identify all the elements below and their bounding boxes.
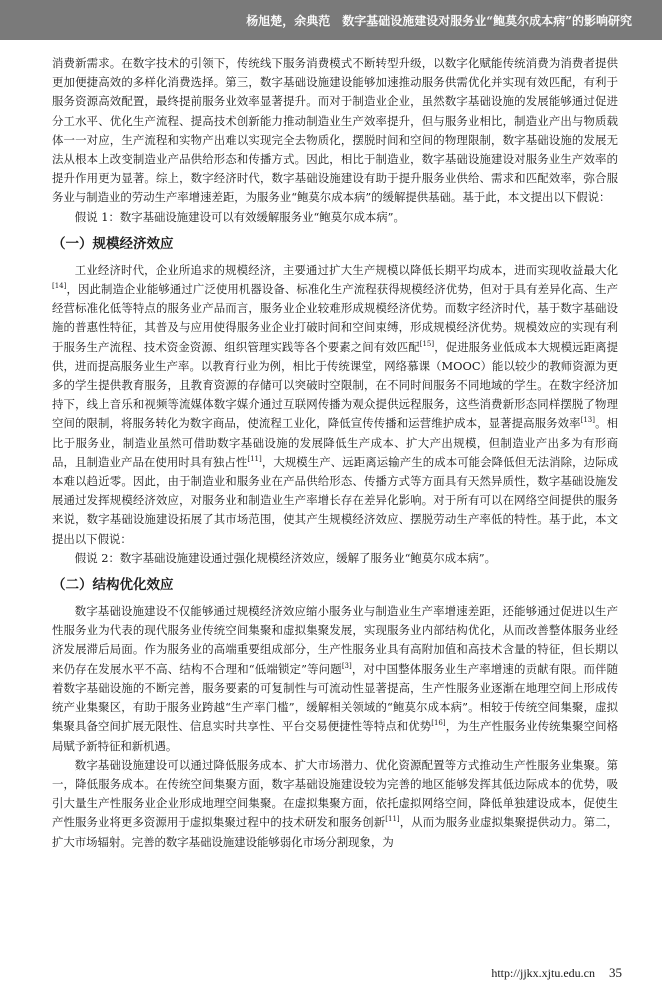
paragraph-text: 。相比于服务业，制造业虽然可借助数字基础设施的发展降低生产成本、扩大产出规模，但制造业产出多为有形商品，且制造业产品在使用时具有独占性 — [52, 416, 618, 469]
paragraph-text: 工业经济时代，企业所追求的规模经济，主要通过扩大生产规模以降低长期平均成本，进而实现收益最大化 — [74, 262, 618, 277]
paragraph-text: ，大规模生产、远距离运输产生的成本可能会降低但无法消除，边际成本难以趋近零。因此，由于制造业和服务业在产品供给形态、传播方式等方面具有天然异质性，数字基础设施发展通过发挥规模经济效应，对服务业和制造业生产率增长存在差异化影响。对于所有可以在网络空间提供的服务来说，数字基础设施建设拓展了其市场范围，使其产生规模经济效应、摆脱劳动生产率低的特性。基于此，本文提出以下假说： — [52, 454, 618, 546]
citation: [14] — [52, 282, 67, 291]
paragraph — [52, 261, 618, 549]
citation: [11] — [385, 815, 400, 824]
paragraph — [52, 756, 618, 852]
article-body — [52, 54, 618, 852]
paragraph-text: ，对中国整体服务业生产率增速的贡献有限。而伴随着数字基础设施的不断完善，服务要素的可复制性与可流动性显著提高，生产性服务业逐渐在地理空间上形成传统产业集聚区，有助于服务业跨越“生产率门槛”，缓解相关领域的“鲍莫尔成本病”。相较于传统空间集聚，虚拟集聚具备空间扩展无限性、信息实时共享性、平台交易便捷性等特点和优势 — [52, 661, 618, 734]
running-title: 杨旭楚，余典范 数字基础设施建设对服务业“鲍莫尔成本病”的影响研究 — [246, 14, 632, 28]
journal-url[interactable]: http://jjkx.xjtu.edu.cn — [491, 966, 595, 980]
section-heading-scale-economy: （一）规模经济效应 — [52, 235, 174, 252]
paragraph-text: 数字基础设施建设不仅能够通过规模经济效应缩小服务业与制造业生产率增速差距，还能够通过促进以生产性服务业为代表的现代服务业传统空间集聚和虚拟集聚发展，实现服务业内部结构优化，从而改善整体服务业经济发展滞后局面。作为服务业的高端重要组成部分，生产性服务业具有高附加值和高技术含量的特征，但长期以来仍存在发展水平不高、结构不合理和“低端锁定”等问题 — [52, 604, 618, 676]
running-header-bar — [0, 0, 662, 40]
hypothesis-2: 假说 2：数字基础设施建设通过强化规模经济效应，缓解了服务业“鲍莫尔成本病”。 — [74, 550, 496, 565]
citation: [3] — [341, 661, 352, 670]
citation: [16] — [431, 719, 446, 728]
page-number: 35 — [609, 965, 622, 980]
paragraph-text: ，为生产性服务业传统集聚空间格局赋予新特征和新机遇。 — [52, 719, 618, 753]
section-heading-structure-optimization: （二）结构优化效应 — [52, 577, 174, 594]
paragraph — [52, 602, 618, 756]
page-footer — [491, 965, 622, 981]
citation: [11] — [247, 455, 262, 464]
paragraph-text: 数字基础设施建设可以通过降低服务成本、扩大市场潜力、优化资源配置等方式推动生产性服务业集聚。第一，降低服务成本。在传统空间集聚方面，数字基础设施建设较为完善的地区能够发挥其低边际成本的优势，吸引大量生产性服务业企业形成地理空间集聚。在虚拟集聚方面，依托虚拟网络空间，降低单独建设成本，促使生产性服务业将更多资源用于虚拟集聚过程中的技术研发和服务创新 — [52, 757, 618, 830]
paragraph: 消费新需求。在数字技术的引领下，传统线下服务消费模式不断转型升级，以数字化赋能传统消费为消费者提供更加便捷高效的多样化消费选择。第三，数字基础设施建设能够加速推动服务供需优化并实现有效匹配，有利于服务资源高效配置，最终提前服务业效率显著提升。而对于制造业企业，虽然数字基础设施的发展能够通过促进分工水平、优化生产流程、提高技术创新能力推动制造业生产效率提升，但与服务业相比，制造业产出与物质载体一一对应，生产流程和实物产出难以实现完全去物质化，摆脱时间和空间的物理限制，数字基础设施的发展无法从根本上改变制造业产品供给形态和传播方式。因此，相比于制造业，数字基础设施建设对服务业生产效率的提升作用更为显著。综上，数字经济时代，数字基础设施建设有助于提升服务业供给、需求和匹配效率，弥合服务业与制造业的劳动生产率增速差距，为服务业“鲍莫尔成本病”的缓解提供基础。基于此，本文提出以下假说： — [52, 56, 618, 205]
citation: [13] — [580, 416, 595, 425]
paragraph-text: ，因此制造企业能够通过广泛使用机器设备、标准化生产流程获得规模经济优势，但对于具有差异化高、生产经营标准化低等特点的服务业产品而言，服务业企业较难形成规模经济优势。而数字经济时代，基于数字基础设施的普惠性特征，其普及与应用使得服务业企业打破时间和空间束缚，形成规模经济优势。规模效应的实现有利于服务生产流程、技术资金资源、组织管理实践等各个要素之间有效匹配 — [52, 282, 618, 354]
paragraph-text: ，从而为服务业虚拟集聚提供动力。第二，扩大市场辐射。完善的数字基础设施建设能够弱化市场分割现象，为 — [52, 815, 618, 849]
citation: [15] — [419, 339, 435, 348]
paragraph-text: ，促进服务业低成本大规模远距离提供，进而提高服务业生产率。以教育行业为例，相比于传统课堂，网络慕课（MOOC）能以较少的教师资源为更多的学生提供教育服务，且教育资源的存储可以突破时空限制，在不同时间服务不同地域的学生。在数字经济加持下，线上音乐和视频等流媒体数字媒介通过互联网传播为观众提供远程服务，这些消费新形态同样摆脱了物理空间的限制，将服务转化为数字商品，使流程工业化，降低宣传传播和运营维护成本，显著提高服务效率 — [52, 339, 618, 431]
hypothesis-1: 假说 1：数字基础设施建设可以有效缓解服务业“鲍莫尔成本病”。 — [74, 209, 405, 224]
